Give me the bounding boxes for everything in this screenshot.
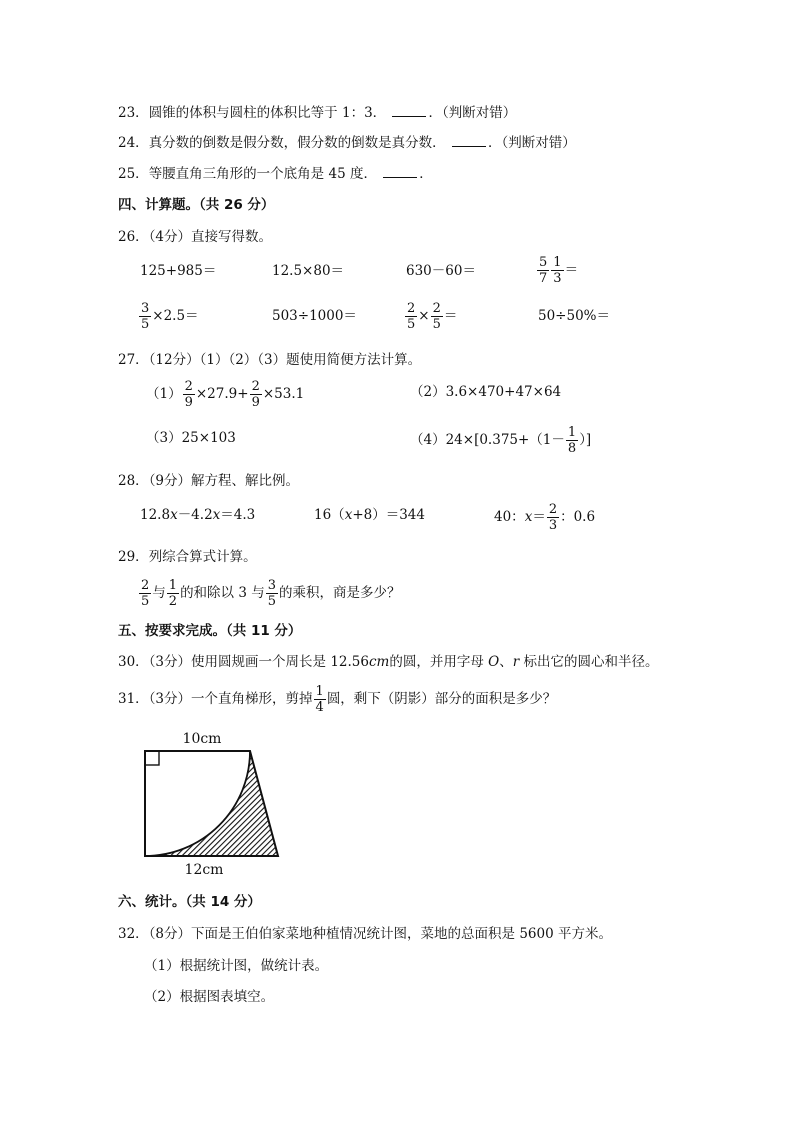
question-25: 25．等腰直角三角形的一个底角是 45 度． ． [118,166,433,182]
answer-blank-23[interactable] [392,104,426,117]
question-27: 27．（12分）（1）（2）（3）题使用简便方法计算。 [118,352,422,368]
q26-item-4: $\frac{5}{7}$ $\frac{1}{3}$ ＝ [539,255,579,286]
section-5-heading: 五、按要求完成。（共 11 分） [118,623,302,639]
trapezoid-figure [130,726,300,878]
fraction: $\frac{1}{8}$ [567,425,577,456]
fraction: $\frac{2}{5}$ [407,301,416,332]
fraction: $\frac{2}{5}$ [141,578,150,609]
fraction: $\frac{2}{9}$ [184,379,193,410]
q26-item-6: 503÷1000＝ [272,308,357,324]
question-26: 26．（4分）直接写得数。 [118,229,273,245]
section-6-heading: 六、统计。（共 14 分） [118,894,261,910]
question-24: 24．真分数的倒数是假分数，假分数的倒数是真分数． ．（判断对错） [118,135,576,151]
shaded-region [145,751,278,856]
question-29: 29．列综合算式计算。 [118,549,257,565]
q26-item-8: 50÷50%＝ [538,308,610,324]
q26-item-5: $\frac{3}{5}$ ×2.5＝ [141,301,199,332]
q27-part-1: （1） $\frac{2}{9}$ ×27.9+ $\frac{2}{9}$ ×53.1 [146,379,305,410]
q26-item-1: 125+985＝ [140,263,217,279]
q32-subquestion-2: （2）根据图表填空。 [144,989,275,1005]
section-4-heading: 四、计算题。（共 26 分） [118,197,275,213]
question-32: 32．（8分）下面是王伯伯家菜地种植情况统计图，菜地的总面积是 5600 平方米。 [118,926,612,942]
q26-item-3: 630－60＝ [406,263,476,279]
q27-part-3: （3）25×103 [146,430,236,446]
fraction: $\frac{3}{5}$ [267,578,277,609]
top-length-label: 10cm [182,731,222,747]
q32-subquestion-1: （1）根据统计图，做统计表。 [144,958,329,974]
q28-equation-2: 16（x+8）＝344 [314,507,425,523]
fraction: $\frac{2}{9}$ [251,379,260,410]
question-31: 31．（3分）一个直角梯形，剪掉 $\frac{1}{4}$ 圆，剩下（阴影）部分的面积是多少？ [118,684,557,715]
fraction: $\frac{2}{5}$ [432,301,441,332]
q28-proportion-3: 40：x＝ $\frac{2}{3}$ ：0.6 [494,502,596,533]
q27-part-2: （2）3.6×470+47×64 [410,384,562,400]
fraction: $\frac{1}{2}$ [168,578,178,609]
q26-item-2: 12.5×80＝ [272,263,345,279]
fraction: $\frac{1}{3}$ [553,255,562,286]
question-30: 30．（3分）使用圆规画一个周长是 12.56cm的圆，并用字母 O、r 标出它的圆心和半径。 [118,654,659,670]
q27-part-4: （4）24×[0.375+（1－ $\frac{1}{8}$ ）] [410,425,592,456]
answer-blank-24[interactable] [452,134,486,147]
question-28: 28．（9分）解方程、解比例。 [118,473,300,489]
q28-equation-1: 12.8x－4.2x＝4.3 [140,507,256,523]
q26-item-7: $\frac{2}{5}$ × $\frac{2}{5}$ ＝ [407,301,458,332]
bottom-length-label: 12cm [184,862,224,878]
fraction: $\frac{1}{4}$ [315,684,324,715]
question-23: 23．圆锥的体积与圆柱的体积比等于 1：3． ．（判断对错） [118,105,517,121]
fraction: $\frac{5}{7}$ [539,255,548,286]
fraction: $\frac{2}{3}$ [548,502,558,533]
fraction: $\frac{3}{5}$ [141,301,150,332]
q29-statement: $\frac{2}{5}$ 与 $\frac{1}{2}$ 的和除以 3 与 $\frac{3}{5}$ 的乘积，商是多少？ [141,578,401,609]
answer-blank-25[interactable] [383,165,417,178]
right-angle-mark [145,751,159,765]
